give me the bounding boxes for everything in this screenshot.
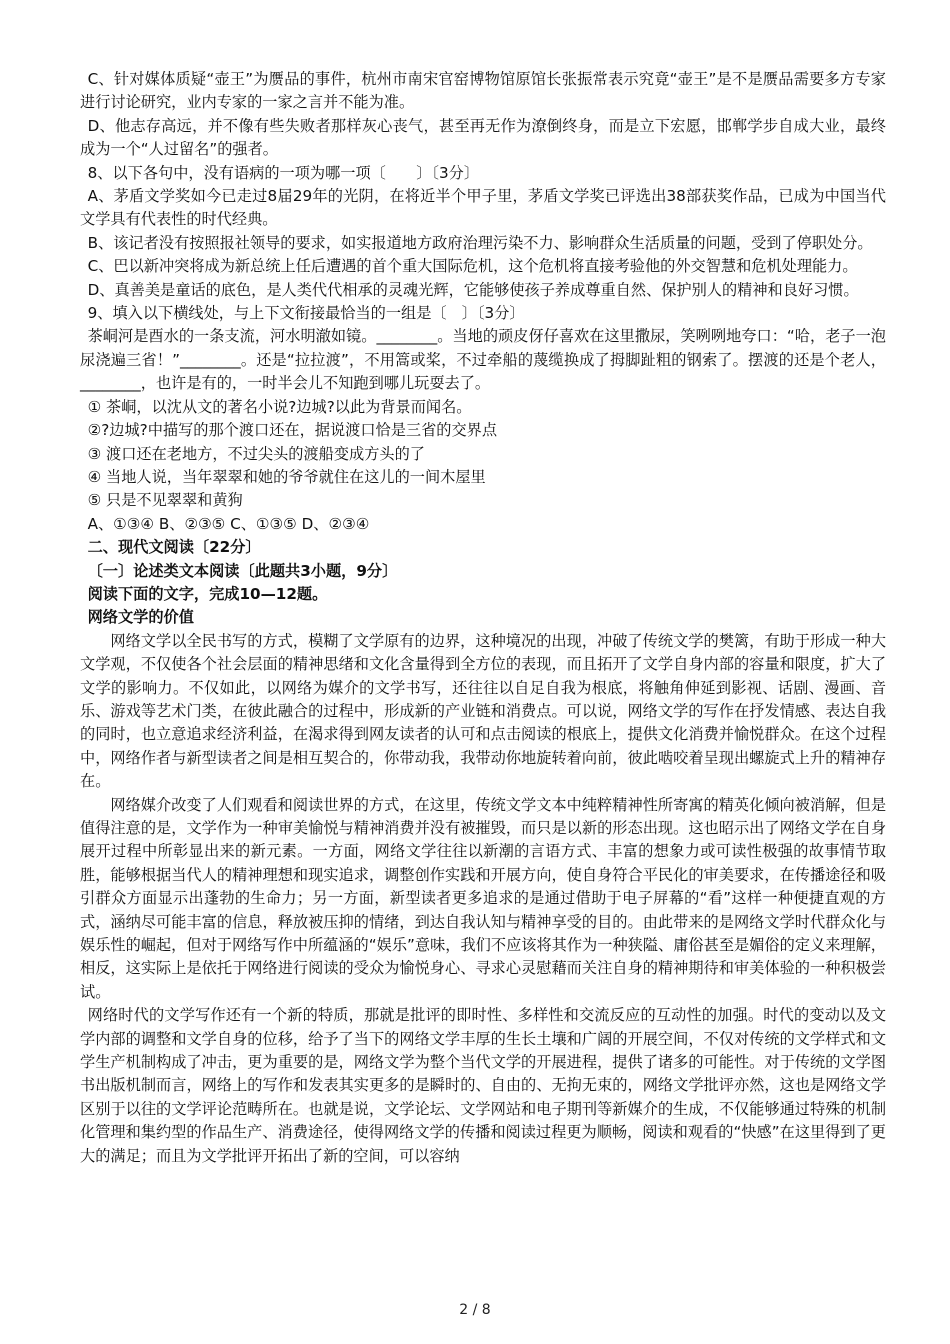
paragraph-q9t: 茶峒河是酉水的一条支流，河水明澈如镜。________。当地的顽皮伢仔喜欢在这里撒尿，笑咧咧地夸口：“哈，老子一泡尿浇遍三省！”________。还是“拉拉渡”，不用篙或桨，不过牵船的蔑缆换成了拇脚趾粗的钢索了。摆渡的还是个老人，________，也许是有的，一时半会儿不知跑到哪儿玩耍去了。 — [80, 327, 886, 393]
paragraph-p2: 网络媒介改变了人们观看和阅读世界的方式，在这里，传统文学文本中纯粹精神性所寄寓的精英化倾向被消解，但是值得注意的是，文学作为一种审美愉悦与精神消费并没有被摧毁，而只是以新的形态出现。这也昭示出了网络文学在自身展开过程中所彰显出来的新元素。一方面，网络文学往往以新潮的言语方式、丰富的想象力或可读性极强的故事情节取胜，能够根据当代人的精神理想和现实追求，调整创作实践和开展方向，使自身符合平民化的审美要求，在传播途径和吸引群众方面显示出蓬勃的生命力；另一方面，新型读者更多追求的是通过借助于电子屏幕的“看”这样一种便捷直观的方式，涵纳尽可能丰富的信息，释放被压抑的情绪，到达自我认知与精神享受的目的。由此带来的是网络文学时代群众化与娱乐性的崛起，但对于网络写作中所蕴涵的“娱乐”意味，我们不应该将其作为一种狭隘、庸俗甚至是媚俗的定义来理解，相反，这实际上是依托于网络进行阅读的受众为愉悦身心、寻求心灵慰藉而关注自身的精神期待和审美体验的一种积极尝试。 — [80, 795, 886, 1001]
paragraph-o2: ②?边城?中描写的那个渡口还在，据说渡口恰是三省的交界点 — [87, 421, 498, 440]
paragraph-instr: 阅读下面的文字，完成10—12题。 — [87, 584, 328, 603]
paragraph-q8c: C、巴以新冲突将成为新总统上任后遭遇的首个重大国际危机，这个危机将直接考验他的外交智慧和危机处理能力。 — [87, 257, 858, 276]
document-body — [80, 68, 886, 1168]
paragraph-d: D、他志存高远，并不像有些失败者那样灰心丧气，甚至再无作为潦倒终身，而是立下宏愿，邯郸学步自成大业，最终成为一个“人过留名”的强者。 — [80, 116, 886, 159]
page-number: 2 / 8 — [459, 1302, 491, 1318]
paragraph-q8b: B、该记者没有按照报社领导的要求，如实报道地方政府治理污染不力、影响群众生活质量的问题，受到了停职处分。 — [87, 233, 873, 252]
paragraph-q9: 9、填入以下横线处，与上下文衔接最恰当的一组是〔 〕〔3分〕 — [87, 304, 525, 323]
paragraph-o1: ① 茶峒，以沈从文的著名小说?边城?以此为背景而闻名。 — [87, 397, 472, 416]
paragraph-o5: ⑤ 只是不见翠翠和黄狗 — [87, 491, 243, 510]
paragraph-c: C、针对媒体质疑“壶王”为赝品的事件，杭州市南宋官窑博物馆原馆长张振常表示究竟“壶王”是不是赝品需要多方专家进行讨论研究，业内专家的一家之言并不能为准。 — [80, 70, 886, 112]
paragraph-title: 网络文学的价值 — [87, 608, 194, 627]
paragraph-p3: 网络时代的文学写作还有一个新的特质，那就是批评的即时性、多样性和交流反应的互动性的加强。时代的变动以及文学内部的调整和文学自身的位移，给予了当下的网络文学丰厚的生长土壤和广阔的开展空间，不仅对传统的文学样式和文学生产机制构成了冲击，更为重要的是，网络文学为整个当代文学的开展进程，提供了诸多的可能性。对于传统的文学图书出版机制而言，网络上的写作和发表其实更多的是瞬时的、自由的、无拘无束的，网络文学批评亦然，这也是网络文学区别于以往的文学评论范畴所在。也就是说，文学论坛、文学网站和电子期刊等新媒介的生成，不仅能够通过特殊的机制化管理和集约型的作品生产、消费途径，使得网络文学的传播和阅读过程更为顺畅，阅读和观看的“快感”在这里得到了更大的满足；而且为文学批评开拓出了新的空间，可以容纳 — [80, 1006, 886, 1165]
paragraph-p1: 网络文学以全民书写的方式，模糊了文学原有的边界，这种境况的出现，冲破了传统文学的樊篱，有助于形成一种大文学观，不仅使各个社会层面的精神思绪和文化含量得到全方位的表现，而且拓开了文学自身内部的容量和限度，扩大了文学的影响力。不仅如此，以网络为媒介的文学书写，还往往以自足自我为根底，将触角伸延到影视、话剧、漫画、音乐、游戏等艺术门类，在彼此融合的过程中，形成新的产业链和消费点。可以说，网络文学的写作在抒发情感、表达自我的同时，也立意追求经济利益，在渴求得到网友读者的认可和点击阅读的根底上，提供文化消费并愉悦群众。在这个过程中，网络作者与新型读者之间是相互契合的，你带动我，我带动你地旋转着向前，彼此啮咬着呈现出螺旋式上升的精神存在。 — [80, 631, 886, 791]
paragraph-q8: 8、以下各句中，没有语病的一项为哪一项〔 〕〔3分〕 — [87, 163, 480, 182]
paragraph-s2: 二、现代文阅读〔22分〕 — [87, 538, 261, 557]
paragraph-ans: A、①③④ B、②③⑤ C、①③⑤ D、②③④ — [87, 514, 370, 533]
paragraph-q8d: D、真善美是童话的底色，是人类代代相承的灵魂光辉，它能够使孩子养成尊重自然、保护别人的精神和良好习惯。 — [87, 280, 859, 299]
paragraph-q8a: A、茅盾文学奖如今已走过8届29年的光阴，在将近半个甲子里，茅盾文学奖已评选出38部获奖作品，已成为中国当代文学具有代表性的时代经典。 — [80, 187, 886, 229]
paragraph-o4: ④ 当地人说，当年翠翠和她的爷爷就住在这儿的一间木屋里 — [87, 467, 486, 486]
paragraph-s21: 〔一〕论述类文本阅读〔此题共3小题，9分〕 — [87, 561, 398, 580]
paragraph-o3: ③ 渡口还在老地方，不过尖头的渡船变成方头的了 — [87, 444, 425, 463]
